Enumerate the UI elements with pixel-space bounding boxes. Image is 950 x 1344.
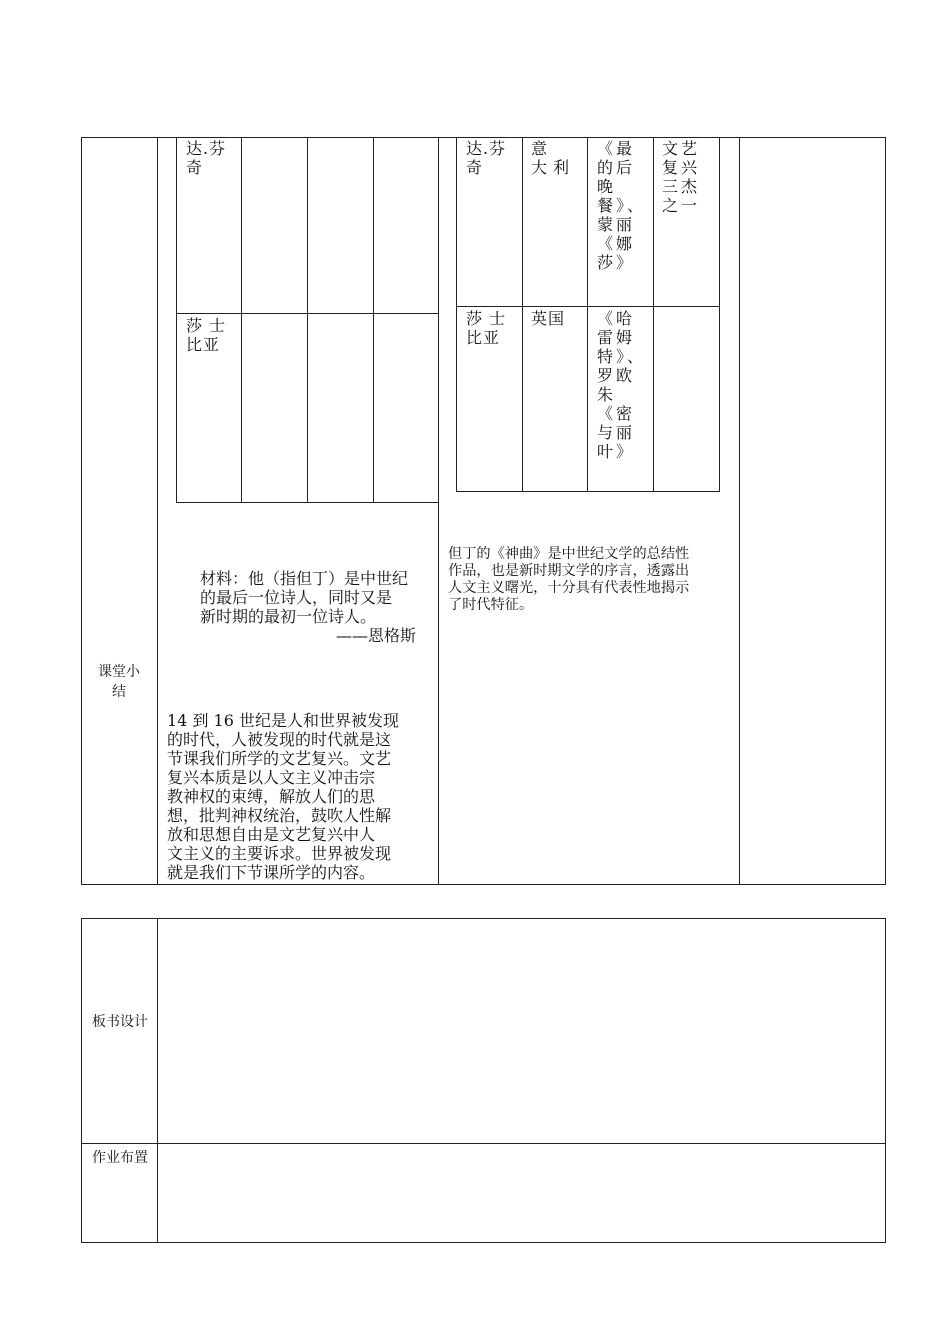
col-divider-3 <box>739 137 740 885</box>
student-cell-davinci: 达.芬奇 <box>186 139 227 177</box>
col-divider-1 <box>157 137 158 885</box>
board-design-content[interactable] <box>158 919 885 1143</box>
answer-row-divider <box>456 306 720 307</box>
engels-quote: 材料：他（指但丁）是中世纪 的最后一位诗人，同时又是 新时期的最初一位诗人。 ——恩格斯 <box>200 569 416 645</box>
row-label-board-design: 板书设计 <box>92 1014 148 1030</box>
answer-cell-country: 英国 <box>531 309 566 328</box>
answer-cell-works: 《哈雷姆特》、罗欧朱《密与丽叶》 <box>597 309 647 461</box>
answer-cell-name: 达.芬奇 <box>466 139 507 177</box>
student-col-divider <box>307 137 308 503</box>
student-row-divider <box>176 313 439 314</box>
row-label-summary: 课堂小结 <box>98 664 140 700</box>
student-cell-shakespeare: 莎 士比亚 <box>186 316 227 354</box>
answer-cell-note: 文艺复兴三杰之一 <box>662 139 701 215</box>
answer-cell-works: 《最的后晚餐》、蒙丽《娜莎》 <box>597 139 647 272</box>
answer-cell-name: 莎 士比亚 <box>466 309 507 347</box>
student-col-divider <box>241 137 242 503</box>
answer-col-divider <box>653 137 654 492</box>
row-label-homework: 作业布置 <box>92 1150 148 1166</box>
dante-divine-comedy-note: 但丁的《神曲》是中世纪文学的总结性 作品，也是新时期文学的序言，透露出 人文主义曙光，十分具有代表性地揭示 了时代特征。 <box>448 546 690 613</box>
answer-col-divider <box>587 137 588 492</box>
answer-cell-country: 意 大利 <box>531 139 576 177</box>
answer-col-divider <box>522 137 523 492</box>
student-col-divider <box>373 137 374 503</box>
homework-content[interactable] <box>158 1144 885 1242</box>
lesson-summary-text: 14 到 16 世纪是人和世界被发现 的时代，人被发现的时代就是这 节课我们所学的文艺复兴。文艺 复兴本质是以人文主义冲击宗 教神权的束缚，解放人们的思 想，批判神权统治，鼓吹人性解 放和思想自由是文艺复兴中人 文主义的主要诉求。世界被发现 就是我们下节课所学的内容。 <box>167 711 399 882</box>
